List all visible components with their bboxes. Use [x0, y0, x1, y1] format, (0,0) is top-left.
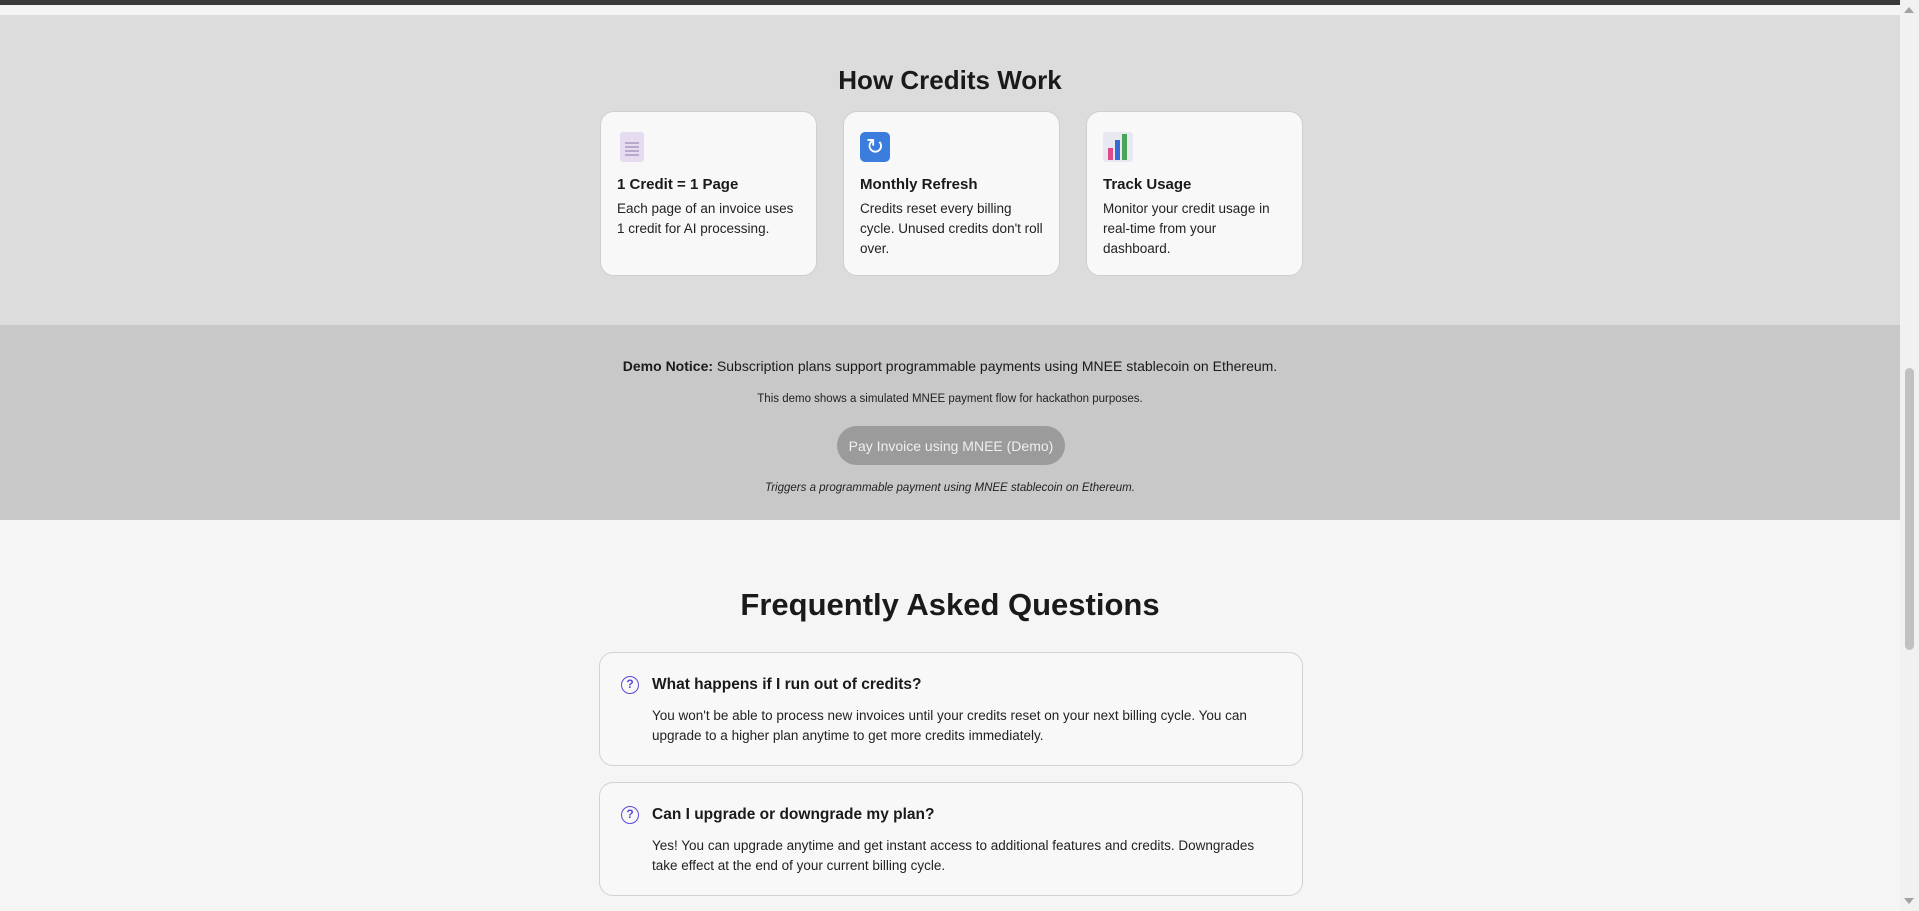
- credit-cards: [600, 111, 1303, 276]
- pay-invoice-button[interactable]: Pay Invoice using MNEE (Demo): [837, 426, 1065, 465]
- card-title: Monthly Refresh: [860, 176, 978, 193]
- scroll-up-arrow-icon[interactable]: [1900, 0, 1919, 19]
- faq-answer: You won't be able to process new invoices until your credits reset on your next billing cycle. You can upgrade to a higher plan anytime to get more credits immediately.: [652, 708, 1247, 743]
- how-credits-work-section: [0, 15, 1900, 325]
- refresh-icon: ↻: [860, 132, 890, 162]
- demo-notice-label: Demo Notice:: [622, 358, 714, 374]
- section-title: How Credits Work: [838, 65, 1062, 95]
- faq-section: [0, 520, 1900, 911]
- question-icon: ?: [621, 806, 639, 824]
- faq-item[interactable]: [599, 782, 1303, 896]
- credit-card-usage: [1086, 111, 1303, 276]
- card-text: Each page of an invoice uses 1 credit for AI processing.: [617, 201, 794, 236]
- demo-caption: Triggers a programmable payment using MNEE stablecoin on Ethereum.: [765, 482, 1135, 494]
- card-title: 1 Credit = 1 Page: [617, 176, 739, 193]
- top-strip: [0, 5, 1900, 15]
- document-icon: [617, 132, 647, 162]
- demo-notice-section: [0, 325, 1900, 520]
- scrollbar-thumb[interactable]: [1905, 368, 1914, 650]
- bar-chart-icon: [1103, 132, 1133, 162]
- credit-card-refresh: [843, 111, 1060, 276]
- page-content: [0, 15, 1900, 911]
- card-text: Monitor your credit usage in real-time from your dashboard.: [1103, 201, 1270, 256]
- card-title: Track Usage: [1103, 176, 1192, 193]
- demo-subtext: This demo shows a simulated MNEE payment flow for hackathon purposes.: [757, 393, 1143, 405]
- faq-question: Can I upgrade or downgrade my plan?: [652, 806, 935, 823]
- vertical-scrollbar[interactable]: [1900, 0, 1919, 911]
- faq-title: Frequently Asked Questions: [740, 587, 1160, 622]
- credit-card-page: [600, 111, 817, 276]
- faq-answer: Yes! You can upgrade anytime and get instant access to additional features and credits. Downgrades take effect at the end of your current billing cycle.: [652, 838, 1255, 873]
- card-text: Credits reset every billing cycle. Unused credits don't roll over.: [860, 201, 1043, 256]
- faq-question: What happens if I run out of credits?: [652, 676, 922, 693]
- question-icon: ?: [621, 676, 639, 694]
- faq-item[interactable]: [599, 652, 1303, 766]
- demo-notice: [0, 358, 1900, 374]
- scroll-down-arrow-icon[interactable]: [1900, 892, 1919, 911]
- demo-notice-text: Subscription plans support programmable payments using MNEE stablecoin on Ethereum.: [713, 358, 1278, 374]
